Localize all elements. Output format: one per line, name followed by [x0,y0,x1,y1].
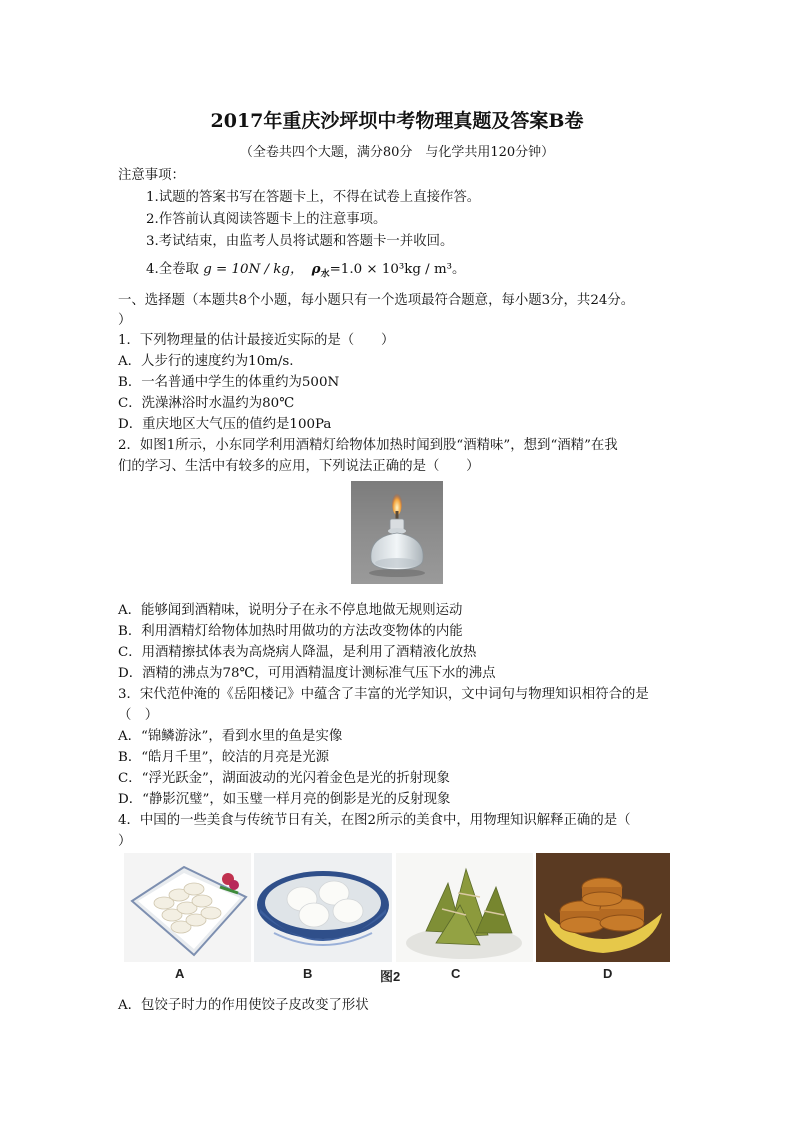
figure-2-label-b: B [303,966,313,981]
q1-option: B．一名普通中学生的体重约为500N [118,375,340,390]
notes-item4-g: g = 10N / kg， [203,262,304,277]
alcohol-lamp-icon [351,481,443,584]
tangyuan-bowl-icon [254,853,392,962]
q2-option: C．用酒精擦拭体表为高烧病人降温，是利用了酒精液化放热 [118,645,477,660]
notes-item4-rest: =1.0 × 10³kg / m³。 [329,262,466,277]
notes-item: 3.考试结束，由监考人员将试题和答题卡一并收回。 [146,234,454,249]
q3-option: C．“浮光跃金”，湖面波动的光闪着金色是光的折射现象 [118,771,450,786]
mooncakes-icon [536,853,670,962]
figure-2-label-d: D [603,966,613,981]
notes-item4-rho-sub: 水 [320,269,330,280]
q3-stem: 3．宋代范仲淹的《岳阳楼记》中蕴含了丰富的光学知识，文中词句与物理知识相符合的是 [118,687,649,702]
q3-option: D．“静影沉璧”，如玉璧一样月亮的倒影是光的反射现象 [118,792,451,807]
figure-2-zongzi [396,853,533,962]
q1-stem: 1．下列物理量的估计最接近实际的是（ ） [118,333,395,348]
figure-2-tangyuan [254,853,392,962]
q3-option: A．“锦鳞游泳”，看到水里的鱼是实像 [118,729,343,744]
dumplings-icon [124,853,251,962]
section1-heading: 一、选择题（本题共8个小题，每小题只有一个选项最符合题意，每小题3分，共24分。 [118,293,635,308]
q1-option: D．重庆地区大气压的值约是100Pa [118,417,332,432]
q4-option: A．包饺子时力的作用使饺子皮改变了形状 [118,998,369,1013]
q2-option: B．利用酒精灯给物体加热时用做功的方法改变物体的内能 [118,624,463,639]
figure-2-caption: 图2 [380,969,401,984]
figure-2-label-a: A [175,966,185,981]
q4-stem-cont: ） [118,834,132,849]
notes-item4-prefix: 4.全卷取 [146,262,199,277]
q2-option: D．酒精的沸点为78℃，可用酒精温度计测标准气压下水的沸点 [118,666,496,681]
q3-option: B．“皓月千里”，皎洁的月亮是光源 [118,750,329,765]
notes-item: 2.作答前认真阅读答题卡上的注意事项。 [146,212,387,227]
figure-2-dumplings [124,853,251,962]
figure-2-mooncakes [536,853,670,962]
notes-item-4 [146,258,465,280]
q3-stem-cont: （ ） [118,708,159,723]
notes-item4-rho: ρ [311,261,321,277]
q2-option: A．能够闻到酒精味，说明分子在永不停息地做无规则运动 [118,603,463,618]
q1-option: C．洗澡淋浴时水温约为80℃ [118,396,295,411]
page-subtitle: （全卷共四个大题，满分80分 与化学共用120分钟） [239,145,555,160]
q2-stem: 2．如图1所示，小东同学利用酒精灯给物体加热时闻到股“酒精味”，想到“酒精”在我 [118,438,618,453]
figure-2-label-c: C [451,966,461,981]
notes-item: 1.试题的答案书写在答题卡上，不得在试卷上直接作答。 [146,190,481,205]
section1-heading-cont: ） [118,313,132,328]
q1-option: A．人步行的速度约为10m/s. [118,354,294,369]
q4-stem: 4．中国的一些美食与传统节日有关，在图2所示的美食中，用物理知识解释正确的是（ [118,813,631,828]
zongzi-icon [396,853,533,962]
page-title: 2017年重庆沙坪坝中考物理真题及答案B卷 [210,110,584,132]
figure-1-alcohol-lamp [351,481,443,584]
notes-heading: 注意事项： [118,168,185,183]
q2-stem-cont: 们的学习、生活中有较多的应用，下列说法正确的是（ ） [118,459,480,474]
